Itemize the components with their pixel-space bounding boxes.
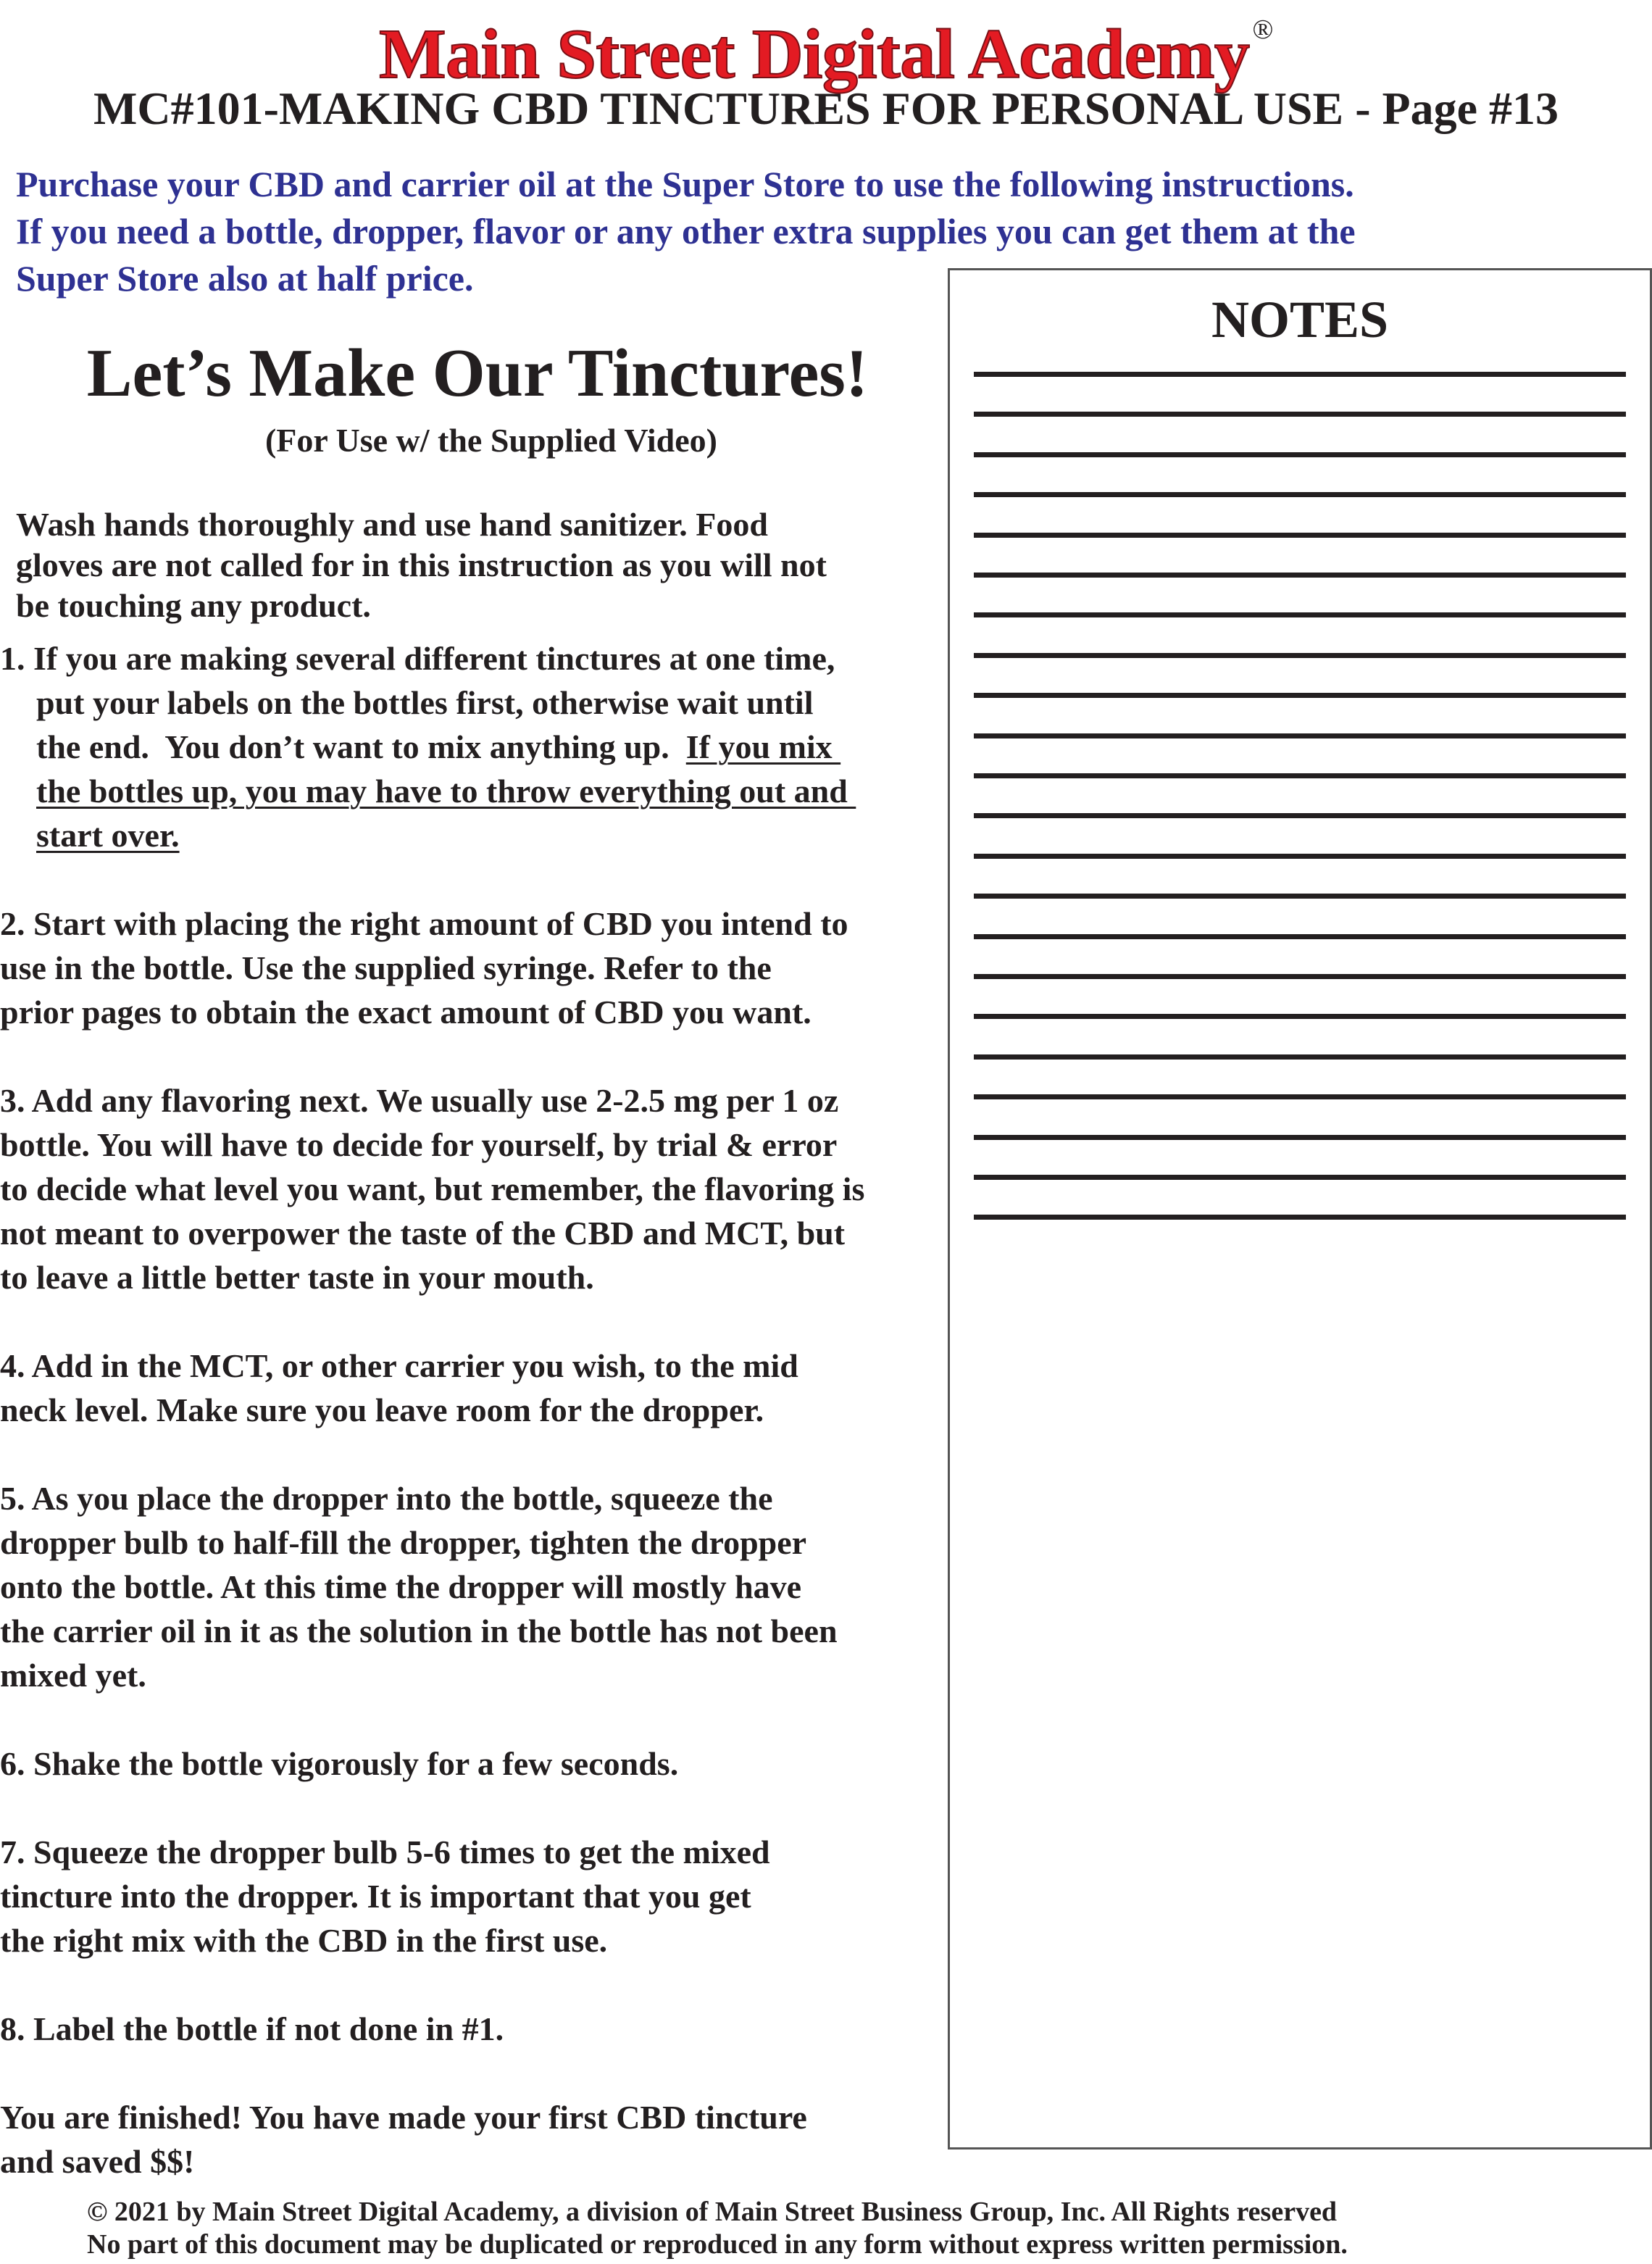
page-heading: Let’s Make Our Tinctures! xyxy=(86,336,869,411)
note-line xyxy=(974,1135,1626,1140)
finish-text xyxy=(0,2095,942,2184)
intro-line: If you need a bottle, dropper, flavor or any other extra supplies you can get them at the xyxy=(16,211,1356,251)
step-8 xyxy=(0,2007,942,2051)
step-line: neck level. Make sure you leave room for the dropper. xyxy=(0,1391,764,1428)
step-line: not meant to overpower the taste of the CBD and MCT, but xyxy=(0,1215,846,1252)
note-line xyxy=(974,412,1626,417)
note-line xyxy=(974,733,1626,738)
note-line xyxy=(974,934,1626,939)
copyright-line: © 2021 by Main Street Digital Academy, a division of Main Street Business Group, Inc. All Rights reserved xyxy=(87,2197,1338,2227)
prep-paragraph xyxy=(16,504,929,626)
step-line: 2. Start with placing the right amount of CBD you intend to xyxy=(0,905,848,942)
step-line: use in the bottle. Use the supplied syringe. Refer to the xyxy=(0,949,772,986)
step-line: and saved $$! xyxy=(0,2143,195,2180)
step-1 xyxy=(0,636,942,857)
brand-name: Main Street Digital Academy xyxy=(379,15,1250,93)
step-line: bottle. You will have to decide for yourself, by trial & error xyxy=(0,1126,838,1163)
step-line: 6. Shake the bottle vigorously for a few seconds. xyxy=(0,1745,679,1782)
step-line xyxy=(0,725,942,769)
note-line xyxy=(974,1215,1626,1220)
step-line: to leave a little better taste in your mouth. xyxy=(0,1259,594,1296)
note-line xyxy=(974,1054,1626,1060)
note-line xyxy=(974,1014,1626,1019)
step-line: put your labels on the bottles first, otherwise wait until xyxy=(36,684,814,721)
step-4 xyxy=(0,1344,942,1432)
prep-line: Wash hands thoroughly and use hand sanitizer. Food xyxy=(16,506,768,543)
note-line xyxy=(974,773,1626,778)
prep-line: be touching any product. xyxy=(16,587,371,624)
instruction-steps xyxy=(0,636,942,2184)
note-line xyxy=(974,1175,1626,1180)
note-line xyxy=(974,1094,1626,1099)
step-line: 4. Add in the MCT, or other carrier you wish, to the mid xyxy=(0,1347,798,1384)
step-line: mixed yet. xyxy=(0,1657,146,1694)
step-line xyxy=(0,769,942,813)
notes-title: NOTES xyxy=(1211,291,1389,349)
step-line: You are finished! You have made your first CBD tincture xyxy=(0,2099,807,2136)
note-line xyxy=(974,372,1626,377)
warning-text: the bottles up, you may have to throw everything out and xyxy=(36,773,856,810)
step-line: the carrier oil in it as the solution in the bottle has not been xyxy=(0,1612,838,1649)
step-line: dropper bulb to half-fill the dropper, tighten the dropper xyxy=(0,1524,807,1561)
note-line xyxy=(974,452,1626,457)
course-title: MC#101-MAKING CBD TINCTURES FOR PERSONAL USE - Page #13 xyxy=(93,83,1559,134)
note-line xyxy=(974,693,1626,698)
note-line xyxy=(974,653,1626,658)
note-line xyxy=(974,573,1626,578)
step-line: to decide what level you want, but remember, the flavoring is xyxy=(0,1170,865,1207)
note-line xyxy=(974,894,1626,899)
note-line xyxy=(974,974,1626,979)
step-line: the right mix with the CBD in the first use. xyxy=(0,1922,608,1959)
step-3 xyxy=(0,1078,942,1299)
prep-line: gloves are not called for in this instruction as you will not xyxy=(16,546,827,583)
intro-line: Purchase your CBD and carrier oil at the Super Store to use the following instructions. xyxy=(16,164,1354,204)
step-line: onto the bottle. At this time the dropper will mostly have xyxy=(0,1568,802,1605)
page-subheading: (For Use w/ the Supplied Video) xyxy=(264,422,718,459)
step-5 xyxy=(0,1476,942,1697)
step-line: 5. As you place the dropper into the bottle, squeeze the xyxy=(0,1480,773,1517)
step-2 xyxy=(0,902,942,1034)
step-text: the end. You don’t want to mix anything up. xyxy=(36,728,686,765)
step-line: tincture into the dropper. It is important that you get xyxy=(0,1878,751,1915)
step-line: 7. Squeeze the dropper bulb 5-6 times to get the mixed xyxy=(0,1834,770,1870)
permission-line: No part of this document may be duplicated or reproduced in any form without express written permission. xyxy=(87,2229,1348,2260)
warning-text: If you mix xyxy=(685,728,841,765)
intro-line: Super Store also at half price. xyxy=(16,258,474,299)
note-line xyxy=(974,612,1626,617)
note-line xyxy=(974,533,1626,538)
step-6 xyxy=(0,1741,942,1786)
registered-mark: ® xyxy=(1252,14,1273,45)
step-line: prior pages to obtain the exact amount of CBD you want. xyxy=(0,994,812,1031)
step-7 xyxy=(0,1830,942,1963)
step-line: 3. Add any flavoring next. We usually use 2-2.5 mg per 1 oz xyxy=(0,1082,839,1119)
note-line xyxy=(974,492,1626,497)
notes-box xyxy=(948,268,1652,2149)
step-line: 8. Label the bottle if not done in #1. xyxy=(0,2010,504,2047)
copyright-footer xyxy=(87,2196,1348,2261)
warning-text: start over. xyxy=(36,817,180,854)
note-line xyxy=(974,813,1626,818)
step-line xyxy=(0,813,942,857)
note-line xyxy=(974,854,1626,859)
step-line: 1. If you are making several different tinctures at one time, xyxy=(0,640,835,677)
